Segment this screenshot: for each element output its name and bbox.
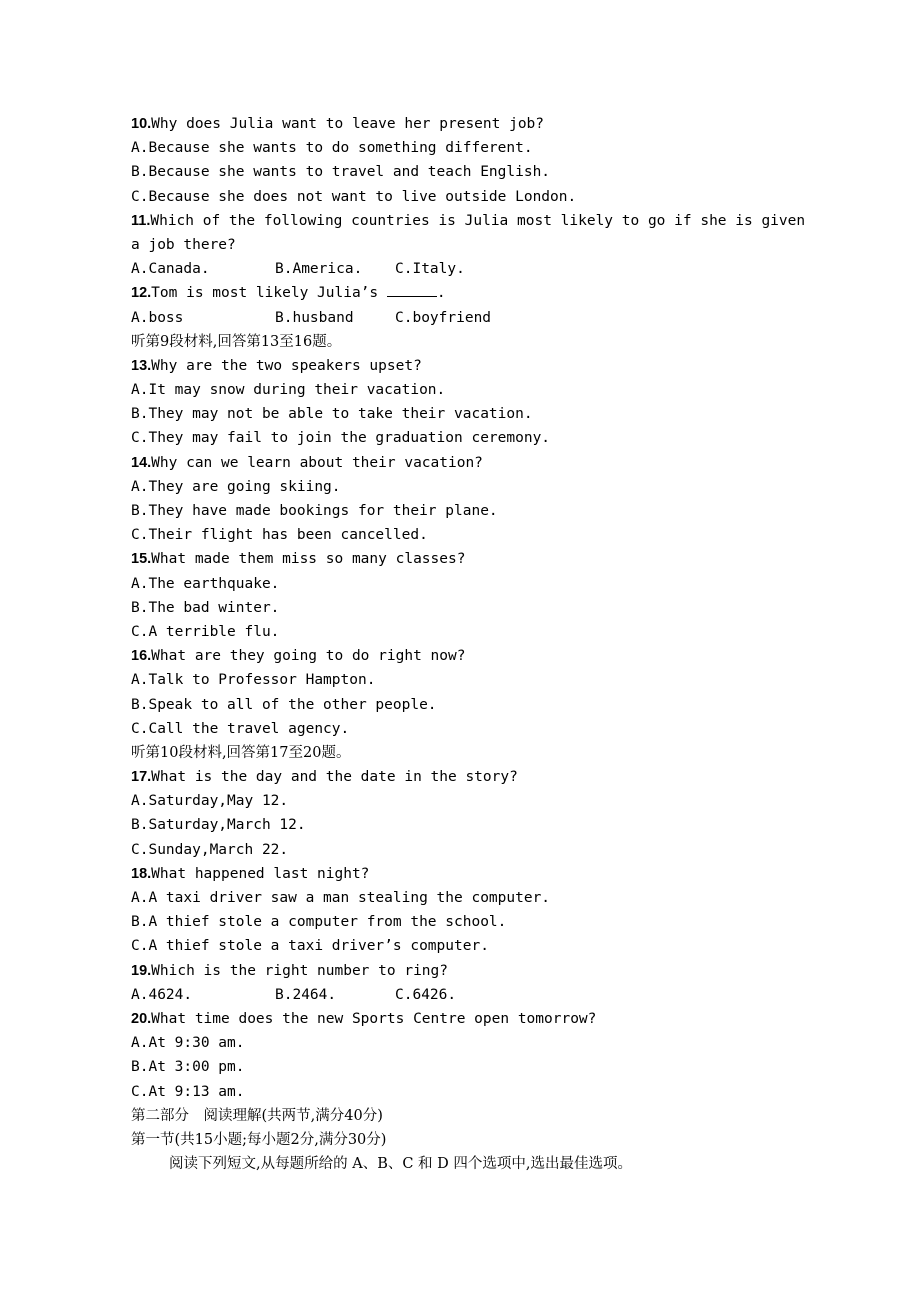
question-number: 14. xyxy=(131,454,152,471)
question-19 xyxy=(131,959,811,983)
option-line: B.Speak to all of the other people. xyxy=(131,696,437,713)
option-a: A.4624. xyxy=(131,986,193,1003)
question-14 xyxy=(131,451,811,475)
answer-blank xyxy=(387,282,437,297)
option-line: B.They have made bookings for their plane. xyxy=(131,503,498,520)
question-stem: What made them miss so many classes? xyxy=(151,551,466,568)
option-b: B.husband xyxy=(275,309,354,326)
option-line: B.At 3:00 pm. xyxy=(131,1059,245,1076)
option-line: C.Their flight has been cancelled. xyxy=(131,527,428,544)
question-number: 19. xyxy=(131,962,152,979)
question-stem-end: . xyxy=(436,285,446,302)
exam-page xyxy=(131,112,811,1176)
question-17 xyxy=(131,765,811,789)
section-instruction: 听第10段材料,回答第17至20题。 xyxy=(131,744,351,761)
question-20 xyxy=(131,1007,811,1031)
option-line: A.It may snow during their vacation. xyxy=(131,382,446,399)
options-row xyxy=(131,257,811,281)
question-number: 20. xyxy=(131,1010,152,1027)
option-line: A.The earthquake. xyxy=(131,575,280,592)
question-stem: What is the day and the date in the story? xyxy=(151,769,518,786)
question-number: 16. xyxy=(131,648,152,665)
part-heading: 第二部分 阅读理解(共两节,满分40分) xyxy=(131,1107,383,1124)
question-11 xyxy=(131,209,811,257)
option-c: C.6426. xyxy=(395,986,457,1003)
option-line: A.Saturday,May 12. xyxy=(131,793,289,810)
option-line: B.A thief stole a computer from the school. xyxy=(131,914,507,931)
option-b: B.America. xyxy=(275,261,363,278)
option-line: C.Because she does not want to live outside London. xyxy=(131,188,577,205)
question-stem: What are they going to do right now? xyxy=(151,648,466,665)
question-stem: What time does the new Sports Centre open tomorrow? xyxy=(151,1010,597,1027)
option-line: A.A taxi driver saw a man stealing the computer. xyxy=(131,890,551,907)
question-stem: Which of the following countries is Julia most likely to go if she is given a job there? xyxy=(131,212,806,253)
question-number: 18. xyxy=(131,865,152,882)
question-stem: Which is the right number to ring? xyxy=(151,962,448,979)
question-16 xyxy=(131,644,811,668)
option-line: B.They may not be able to take their vacation. xyxy=(131,406,533,423)
question-18 xyxy=(131,862,811,886)
option-line: C.Call the travel agency. xyxy=(131,720,350,737)
option-a: A.Canada. xyxy=(131,261,210,278)
option-c: C.Italy. xyxy=(395,261,465,278)
option-a: A.boss xyxy=(131,309,184,326)
question-12 xyxy=(131,281,811,305)
option-c: C.boyfriend xyxy=(395,309,492,326)
option-line: C.A terrible flu. xyxy=(131,623,280,640)
option-line: C.Sunday,March 22. xyxy=(131,841,289,858)
option-line: C.They may fail to join the graduation ceremony. xyxy=(131,430,551,447)
question-number: 11. xyxy=(131,212,151,229)
question-number: 17. xyxy=(131,769,152,786)
question-stem: Why does Julia want to leave her present job? xyxy=(151,116,545,132)
option-line: A.They are going skiing. xyxy=(131,478,341,495)
option-line: C.A thief stole a taxi driver’s computer. xyxy=(131,938,489,955)
section-instruction: 听第9段材料,回答第13至16题。 xyxy=(131,333,342,350)
options-row xyxy=(131,983,811,1007)
options-row xyxy=(131,306,811,330)
question-number: 12. xyxy=(131,285,152,302)
question-13 xyxy=(131,354,811,378)
question-number: 15. xyxy=(131,551,152,568)
question-number: 13. xyxy=(131,357,152,374)
question-stem: Why can we learn about their vacation? xyxy=(151,454,483,471)
option-line: A.At 9:30 am. xyxy=(131,1035,245,1052)
reading-instruction: 阅读下列短文,从每题所给的 A、B、C 和 D 四个选项中,选出最佳选项。 xyxy=(169,1156,632,1173)
option-line: C.At 9:13 am. xyxy=(131,1083,245,1100)
option-b: B.2464. xyxy=(275,986,337,1003)
option-line: B.Saturday,March 12. xyxy=(131,817,306,834)
option-line: A.Talk to Professor Hampton. xyxy=(131,672,376,689)
option-line: A.Because she wants to do something different. xyxy=(131,140,533,157)
question-stem: Tom is most likely Julia’s xyxy=(151,285,387,302)
option-line: B.The bad winter. xyxy=(131,599,280,616)
question-stem: What happened last night? xyxy=(151,865,370,882)
question-stem: Why are the two speakers upset? xyxy=(151,357,422,374)
question-15 xyxy=(131,547,811,571)
question-10 xyxy=(131,112,811,136)
option-line: B.Because she wants to travel and teach English. xyxy=(131,164,551,181)
question-number: 10. xyxy=(131,116,152,132)
section-heading: 第一节(共15小题;每小题2分,满分30分) xyxy=(131,1131,387,1148)
